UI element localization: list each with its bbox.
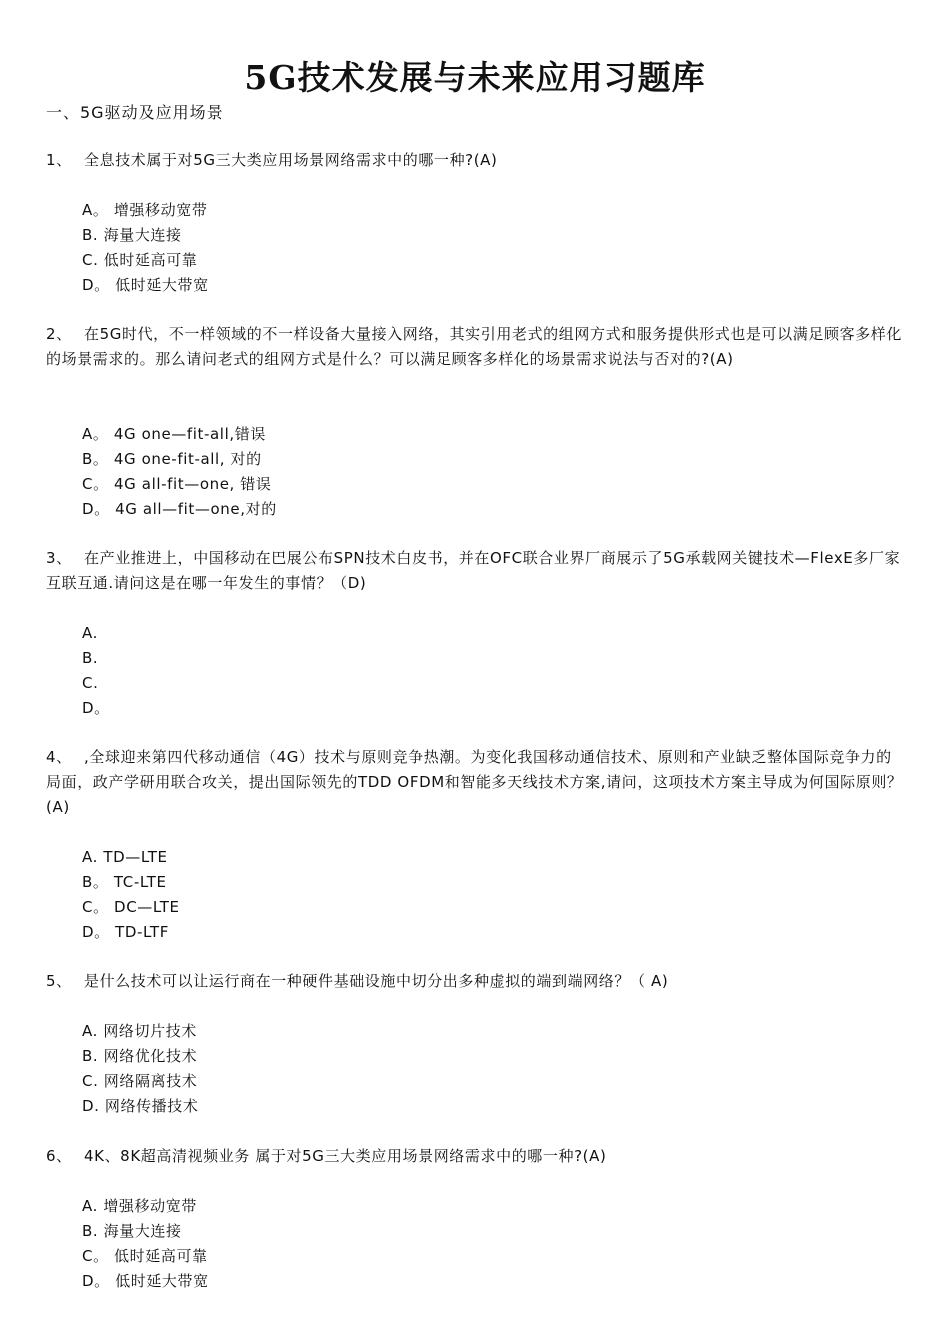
option-a: A。 4G one—fit-all,错误 [82,425,266,443]
question-3-options [82,621,110,721]
option-a: A. TD—LTE [82,848,168,866]
question-1-options [82,198,209,298]
option-d: D。 [82,699,110,717]
section-heading: 一、5G驱动及应用场景 [46,103,224,122]
option-b: B. 海量大连接 [82,226,182,244]
question-text: 全息技术属于对5G三大类应用场景网络需求中的哪一种?(A) [84,151,498,169]
option-d: D。 TD-LTF [82,923,169,941]
option-b: B. [82,649,99,667]
option-d: D。 低时延大带宽 [82,276,209,294]
option-c: C. 低时延高可靠 [82,251,198,269]
question-2-options [82,422,277,522]
question-1 [46,148,906,173]
question-number: 5、 [46,972,72,990]
question-6-options [82,1194,209,1294]
question-text: ,全球迎来第四代移动通信（4G）技术与原则竞争热潮。为变化我国移动通信技术、原则和产业缺乏整体国际竞争力的局面，政产学研用联合攻关，提出国际领先的TDD OFDM和智能多天线技术方案,请问，这项技术方案主导成为何国际原则？(A) [46,748,903,816]
option-a: A. 增强移动宽带 [82,1197,197,1215]
option-c: C。 DC—LTE [82,898,180,916]
document-title: 5G技术发展与未来应用习题库 [244,58,706,97]
option-d: D. 网络传播技术 [82,1097,199,1115]
question-number: 6、 [46,1147,72,1165]
option-a: A. [82,624,98,642]
option-b: B. 网络优化技术 [82,1047,198,1065]
question-text: 是什么技术可以让运行商在一种硬件基础设施中切分出多种虚拟的端到端网络？（ A) [84,972,669,990]
question-text: 在产业推进上，中国移动在巴展公布SPN技术白皮书，并在OFC联合业界厂商展示了5G承载网关键技术—FlexE多厂家互联互通.请问这是在哪一年发生的事情？（D) [46,549,901,592]
option-c: C。 4G all-fit—one, 错误 [82,475,272,493]
question-number: 2、 [46,325,72,343]
option-d: D。 4G all—fit—one,对的 [82,500,277,518]
option-c: C。 低时延高可靠 [82,1247,208,1265]
option-b: B。 4G one-fit-all, 对的 [82,450,262,468]
question-text: 4K、8K超高清视频业务 属于对5G三大类应用场景网络需求中的哪一种?(A) [84,1147,607,1165]
question-2 [46,322,906,372]
question-6 [46,1144,906,1169]
question-3 [46,546,906,596]
option-a: A. 网络切片技术 [82,1022,197,1040]
option-c: C. [82,674,99,692]
option-b: B. 海量大连接 [82,1222,182,1240]
question-number: 4、 [46,748,72,766]
question-number: 1、 [46,151,72,169]
question-4-options [82,845,180,945]
question-5 [46,969,906,994]
option-c: C. 网络隔离技术 [82,1072,198,1090]
question-number: 3、 [46,549,72,567]
option-a: A。 增强移动宽带 [82,201,208,219]
question-4 [46,745,906,820]
question-5-options [82,1019,199,1119]
option-d: D。 低时延大带宽 [82,1272,209,1290]
option-b: B。 TC-LTE [82,873,167,891]
question-text: 在5G时代，不一样领域的不一样设备大量接入网络，其实引用老式的组网方式和服务提供形式也是可以满足顾客多样化的场景需求的。那么请问老式的组网方式是什么？可以满足顾客多样化的场景需求说法与否对的?(A) [46,325,902,368]
